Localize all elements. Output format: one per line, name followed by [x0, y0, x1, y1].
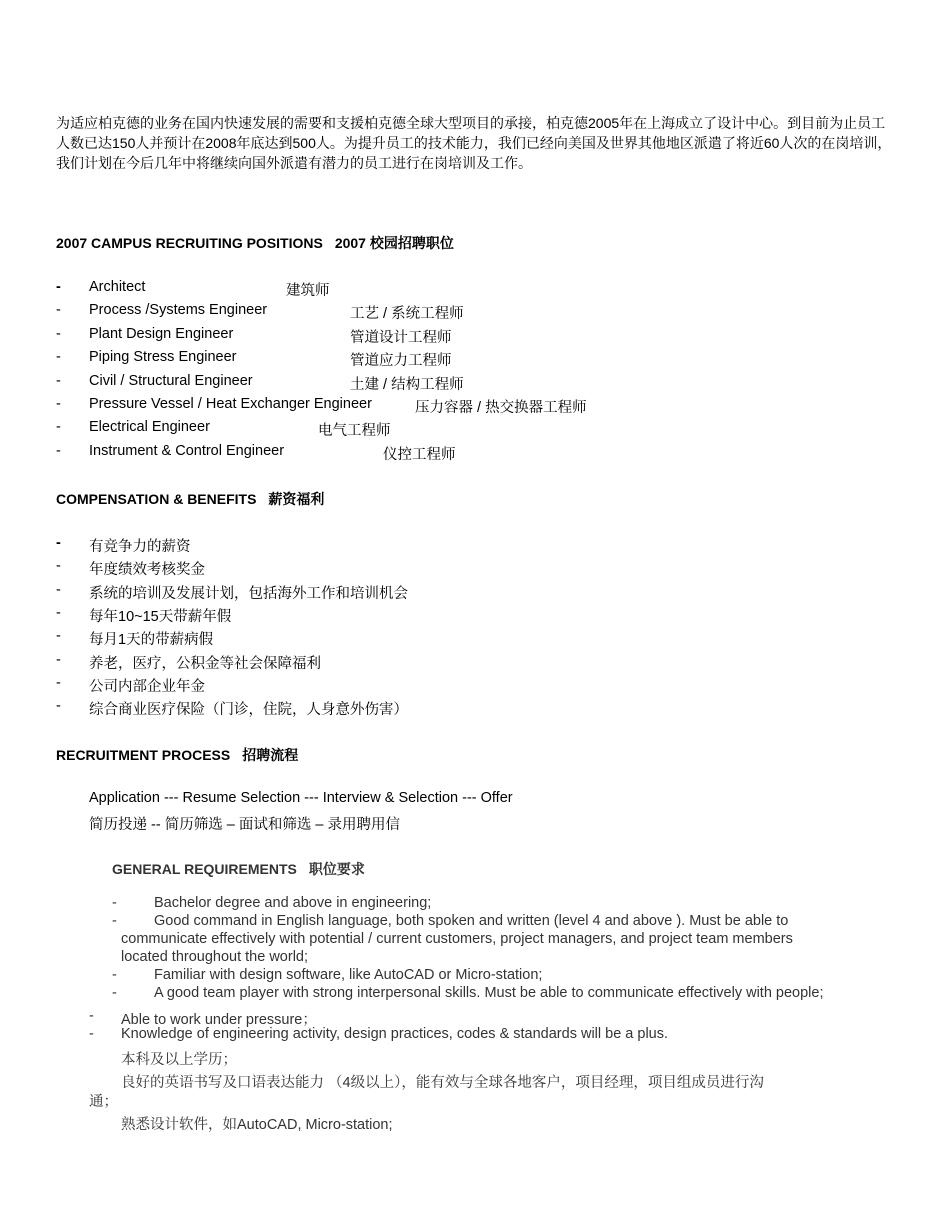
list-bullet: -	[56, 558, 61, 574]
benefit-item: 有竞争力的薪资	[89, 539, 191, 555]
requirement-item-cont: located throughout the world;	[121, 949, 309, 965]
position-en: Process /Systems Engineer	[89, 302, 268, 318]
list-bullet: -	[56, 349, 61, 365]
benefit-item: 每月1天的带薪病假	[89, 632, 214, 648]
list-bullet: -	[89, 1026, 94, 1042]
position-cn: 建筑师	[286, 283, 330, 299]
list-bullet: -	[56, 443, 61, 459]
position-cn: 仪控工程师	[383, 447, 456, 463]
requirements-heading	[112, 859, 365, 879]
requirement-item: Familiar with design software, like AutoCAD or Micro-station;	[154, 967, 543, 983]
benefit-item: 每年10~15天带薪年假	[89, 609, 232, 625]
process-heading	[56, 745, 298, 765]
intro-paragraph: 为适应柏克德的业务在国内快速发展的需要和支援柏克德全球大型项目的承接，柏克德2005年在上海成立了设计中心。到目前为止员工人数已达150人并预计在2008年底达到500人。为提升员工的技术能力，我们已经向美国及世界其他地区派遣了将近60人次的在岗培训，我们计划在今后几年中将继续向国外派遣有潜力的员工进行在岗培训及工作。	[56, 115, 892, 171]
positions-heading-en: 2007 CAMPUS RECRUITING POSITIONS	[56, 235, 323, 251]
list-bullet: -	[112, 985, 117, 1001]
requirement-item: Able to work under pressure；	[121, 1012, 317, 1028]
requirement-item: A good team player with strong interpersonal skills. Must be able to communicate effectively with people;	[154, 985, 824, 1001]
list-bullet: -	[56, 396, 61, 412]
requirement-cn-item: 本科及以上学历；	[121, 1052, 237, 1068]
benefit-item: 系统的培训及发展计划，包括海外工作和培训机会	[89, 586, 408, 602]
benefit-item: 公司内部企业年金	[89, 679, 205, 695]
requirement-item: Bachelor degree and above in engineering;	[154, 895, 432, 911]
list-bullet: -	[56, 698, 61, 714]
list-bullet: -	[56, 279, 61, 295]
position-en: Electrical Engineer	[89, 419, 210, 435]
position-en: Plant Design Engineer	[89, 326, 234, 342]
position-en: Civil / Structural Engineer	[89, 373, 253, 389]
list-bullet: -	[56, 605, 61, 621]
position-en: Instrument & Control Engineer	[89, 443, 285, 459]
positions-heading-cn: 2007 校园招聘职位	[334, 235, 454, 251]
list-bullet: -	[112, 913, 117, 929]
position-cn: 土建 / 结构工程师	[350, 377, 464, 393]
requirement-cn-item: 熟悉设计软件，如AutoCAD, Micro-station;	[121, 1117, 393, 1133]
position-cn: 管道设计工程师	[350, 330, 452, 346]
requirement-cn-item-cont: 通；	[89, 1094, 118, 1110]
benefit-item: 年度绩效考核奖金	[89, 562, 205, 578]
requirement-cn-item: 良好的英语书写及口语表达能力 （4级以上），能有效与全球各地客户，项目经理，项目组成员进行沟	[121, 1075, 764, 1091]
position-cn: 压力容器 / 热交换器工程师	[415, 400, 587, 416]
list-bullet: -	[56, 675, 61, 691]
list-bullet: -	[56, 535, 61, 551]
process-steps-cn: 简历投递 -- 简历筛选 – 面试和筛选 – 录用聘用信	[89, 817, 400, 833]
requirement-item: Good command in English language, both spoken and written (level 4 and above ). Must be able to	[154, 913, 789, 929]
position-cn: 管道应力工程师	[350, 353, 452, 369]
list-bullet: -	[112, 895, 117, 911]
benefits-heading-en: COMPENSATION & BENEFITS	[56, 491, 257, 507]
process-steps-en: Application --- Resume Selection --- Interview & Selection --- Offer	[89, 790, 513, 806]
list-bullet: -	[56, 419, 61, 435]
requirement-item: Knowledge of engineering activity, design practices, codes & standards will be a plus.	[121, 1026, 669, 1042]
requirements-heading-en: GENERAL REQUIREMENTS	[112, 861, 297, 877]
list-bullet: -	[89, 1008, 94, 1024]
positions-heading	[56, 233, 454, 253]
list-bullet: -	[56, 628, 61, 644]
position-en: Pressure Vessel / Heat Exchanger Engineer	[89, 396, 372, 412]
list-bullet: -	[56, 582, 61, 598]
list-bullet: -	[56, 373, 61, 389]
requirement-item-cont: communicate effectively with potential / current customers, project managers, and project team members	[121, 931, 793, 947]
position-cn: 工艺 / 系统工程师	[350, 306, 464, 322]
position-cn: 电气工程师	[318, 423, 391, 439]
list-bullet: -	[56, 302, 61, 318]
list-bullet: -	[56, 652, 61, 668]
position-en: Piping Stress Engineer	[89, 349, 237, 365]
benefit-item: 养老，医疗，公积金等社会保障福利	[89, 656, 321, 672]
process-heading-en: RECRUITMENT PROCESS	[56, 747, 231, 763]
benefits-heading	[56, 489, 324, 509]
requirements-heading-cn: 职位要求	[308, 861, 365, 877]
benefits-heading-cn: 薪资福利	[268, 491, 325, 507]
list-bullet: -	[112, 967, 117, 983]
benefit-item: 综合商业医疗保险（门诊，住院，人身意外伤害）	[89, 702, 408, 718]
position-en: Architect	[89, 279, 146, 295]
list-bullet: -	[56, 326, 61, 342]
process-heading-cn: 招聘流程	[242, 747, 299, 763]
